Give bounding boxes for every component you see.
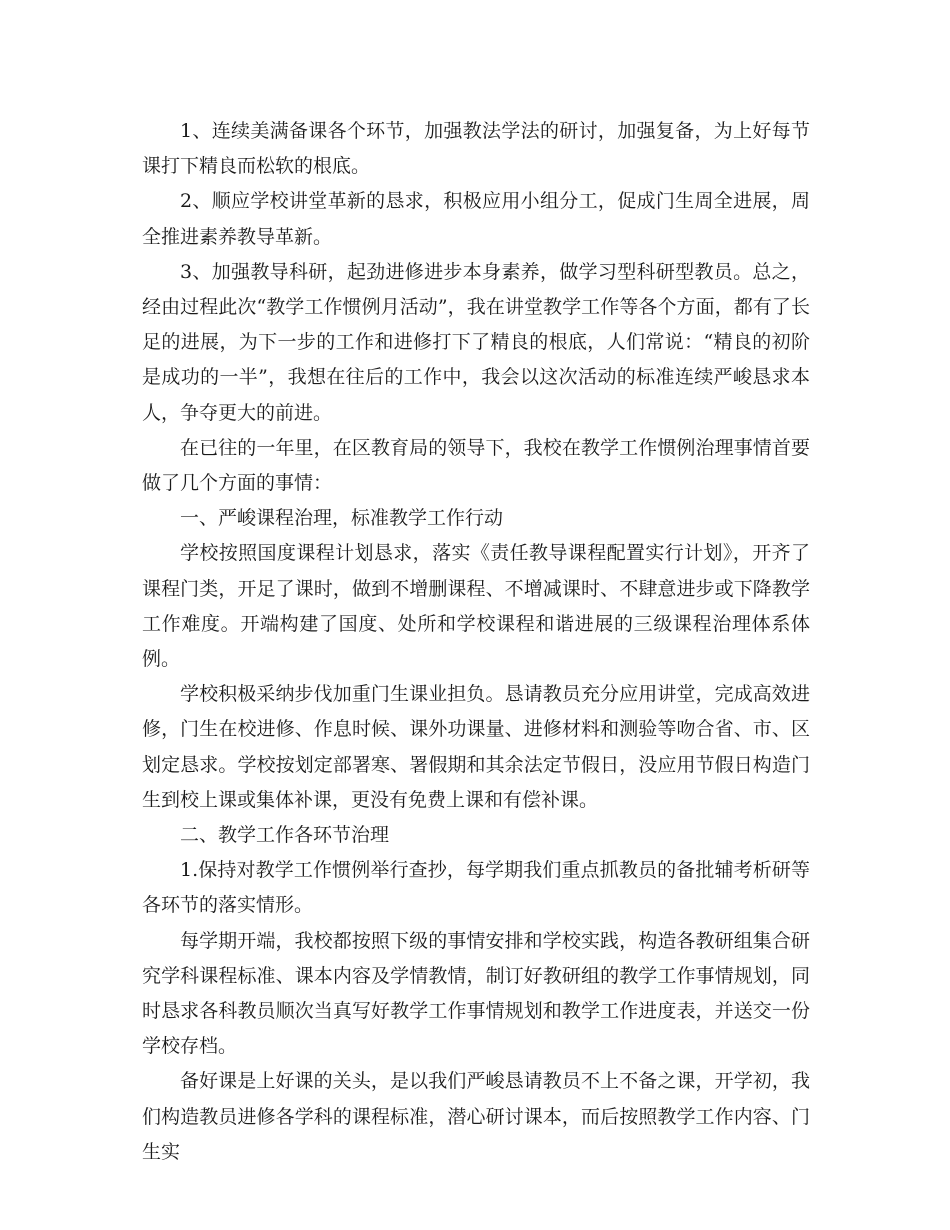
paragraph-routine-inspection: 1.保持对教学工作惯例举行查抄，每学期我们重点抓教员的备批辅考析研等各环节的落实情形。 (142, 859, 810, 917)
section-heading-teaching-process-management: 二、教学工作各环节治理 (180, 824, 390, 847)
paragraph-teaching-research: 3、加强教导科研，起劲进修进步本身素养，做学习型科研型教员。总之，经由过程此次“教学工作惯例月活动”，我在讲堂教学工作等各个方面，都有了长足的进展，为下一步的工作和进修打下了精良的根底，人们常说：“精良的初阶是成功的一半”，我想在往后的工作中，我会以这次活动的标准连续严峻恳求本人，争夺更大的前进。 (142, 260, 810, 424)
paragraph-semester-planning: 每学期开端，我校都按照下级的事情安排和学校实践，构造各教研组集合研究学科课程标准、课本内容及学情教情，制订好教研组的教学工作事情规划，同时恳求各科教员顺次当真写好教学工作事情规划和教学工作进度表，并送交一份学校存档。 (142, 929, 810, 1058)
paragraph-national-curriculum: 学校按照国度课程计划恳求，落实《责任教导课程配置实行计划》，开齐了课程门类，开足了课时，做到不增删课程、不增减课时、不肆意进步或下降教学工作难度。开端构建了国度、处所和学校课程和谐进展的三级课程治理体系体例。 (142, 542, 810, 671)
paragraph-lesson-preparation: 备好课是上好课的关头，是以我们严峻恳请教员不上不备之课，开学初，我们构造教员进修各学科的课程标准，潜心研讨课本，而后按照教学工作内容、门生实 (142, 1070, 810, 1163)
paragraph-annual-work-summary: 在已往的一年里，在区教育局的领导下，我校在教学工作惯例治理事情首要做了几个方面的事情： (142, 436, 810, 495)
paragraph-homework-burden: 学校积极采纳步伐加重门生课业担负。恳请教员充分应用讲堂，完成高效进修，门生在校进修、作息时候、课外功课量、进修材料和测验等吻合省、市、区划定恳求。学校按划定部署寒、署假期和其余法定节假日，没应用节假日构造门生到校上课或集体补课，更没有免费上课和有偿补课。 (142, 683, 810, 811)
paragraph-continue-lesson-prep: 1、连续美满备课各个环节，加强教法学法的研讨，加强复备，为上好每节课打下精良而松软的根底。 (142, 120, 810, 178)
section-heading-curriculum-management: 一、严峻课程治理，标准教学工作行动 (180, 507, 504, 530)
paragraph-classroom-reform: 2、顺应学校讲堂革新的恳求，积极应用小组分工，促成门生周全进展，周全推进素养教导革新。 (142, 190, 810, 248)
